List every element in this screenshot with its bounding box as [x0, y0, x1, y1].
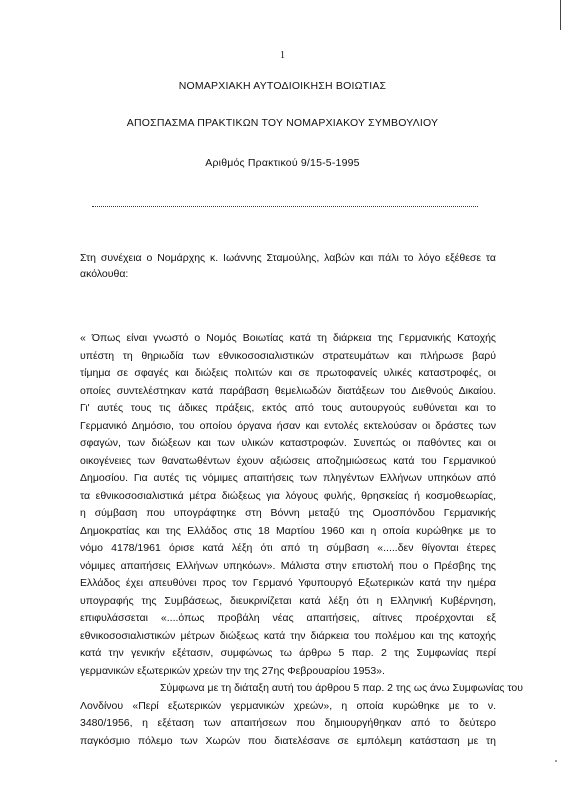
- text-line: Σύμφωνα με τη διάταξη αυτή του άρθρου 5 παρ. 2 της ως άνω Συμφωνίας του: [160, 682, 523, 694]
- text-line: Γι' αυτές τους τις άδικες πράξεις, εκτός από τους αυτουργούς ευθύνεται και το: [80, 402, 496, 414]
- statement-paragraph: [80, 330, 523, 750]
- text-line: Δημοσίου. Για αυτές τις νόμιμες απαιτήσεις των πληγέντων Ελλήνων υπηκόων από: [80, 472, 496, 484]
- text-line: Γερμανικό Δημόσιο, του οποίου όργανα ήσαν και εντολές εκτελούσαν οι δράστες των: [80, 419, 496, 432]
- scan-speck: [555, 760, 557, 762]
- text-line: νόμο 4178/1961 όρισε κατά λέξη ότι από τη σύμβαση «.....δεν θίγονται έτερες: [80, 542, 496, 554]
- text-line: τίμημα σε σφαγές και διώξεις πολιτών και σε πρωτοφανείς υλικές καταστροφές, οι: [80, 367, 496, 379]
- text-line: Λονδίνου «Περί εξωτερικών γερμανικών χρεών», η οποία κυρώθηκε με το ν.: [80, 699, 496, 712]
- text-line: ακόλουθα:: [80, 268, 129, 280]
- text-line: οικογένειες των θανατωθέντων έχουν αξιώσεις αποζημιώσεως κατά του Γερμανικού: [80, 454, 496, 467]
- text-line: η σύμβαση που υπογράφτηκε στη Βόννη μεταξύ της Ομοσπόνδου Γερμανικής: [80, 507, 496, 519]
- text-line: υπέστη τη θηριωδία των εθνικοσοσιαλιστικών στρατευμάτων και πλήρωσε βαρύ: [80, 349, 496, 362]
- scan-edge-mark: [560, 0, 561, 30]
- authority-heading: ΝΟΜΑΡΧΙΑΚΗ ΑΥΤΟΔΙΟΙΚΗΣΗ ΒΟΙΩΤΙΑΣ: [178, 80, 387, 92]
- text-line: Ελλάδος έχει απευθύνει προς τον Γερμανό Υφυπουργό Εξωτερικών κατά την ημέρα: [80, 577, 496, 589]
- text-line: γερμανικών εξωτερικών χρεών την της 27ης Φεβρουαρίου 1953».: [80, 664, 385, 677]
- minutes-number: Αριθμός Πρακτικού 9/15-5-1995: [205, 157, 360, 169]
- text-line: οποίες συντελέστηκαν κατά παράβαση θεμελιωδών διατάξεων του Διεθνούς Δικαίου.: [80, 384, 496, 397]
- text-line: παγκόσμιο πόλεμο των Χωρών που διατελέσανε σε εμπόλεμη κατάσταση με τη: [80, 734, 496, 747]
- text-line: « Όπως είναι γνωστό ο Νομός Βοιωτίας κατά τη διάρκεια της Γερμανικής Κατοχής: [80, 332, 496, 344]
- text-line: εθνικοσοσιαλιστικών μέτρων διώξεως κατά την διάρκεια του πολέμου και της κατοχής: [80, 629, 496, 642]
- text-line: επιφυλάσσεται «....όπως προβάλη νέας απαιτήσεις, αίτινες προέρχονται εξ: [80, 612, 496, 624]
- text-line: 3480/1956, η εξέταση των απαιτήσεων που δημιουργήθηκαν από το δεύτερο: [80, 717, 496, 729]
- text-line: νόμιμες απαιτήσεις Ελλήνων υπηκόων». Μάλιστα στην επιστολή που ο Πρέσβης της: [80, 559, 496, 572]
- text-line: κατά την γενικήν εξέτασιν, συμφώνως τω άρθρω 5 παρ. 2 της Συμφωνίας περί: [80, 647, 496, 659]
- extract-heading: ΑΠΟΣΠΑΣΜΑ ΠΡΑΚΤΙΚΩΝ ΤΟΥ ΝΟΜΑΡΧΙΑΚΟΥ ΣΥΜΒΟΥΛΙΟΥ: [126, 117, 439, 129]
- text-line: υπογραφής της Συμβάσεως, διευκρινίζεται κατά λέξη ότι η Ελληνική Κυβέρνηση,: [80, 594, 496, 607]
- text-line: σφαγών, των διώξεων και των υλικών καταστροφών. Συνεπώς οι παθόντες και οι: [80, 437, 496, 449]
- text-line: τα εθνικοσοσιαλιστικά μέτρα διώξεως για λόγους φυλής, θρησκείας ή κοσμοθεωρίας,: [80, 489, 496, 502]
- text-line: Στη συνέχεια ο Νομάρχης κ. Ιωάννης Σταμούλης, λαβών και πάλι το λόγο εξέθεσε τα: [80, 252, 496, 264]
- intro-paragraph: [80, 250, 496, 282]
- text-line: Δημοκρατίας και της Ελλάδος στις 18 Μαρτίου 1960 και η οποία κυρώθηκε με το: [80, 524, 496, 537]
- dotted-separator: [92, 206, 478, 207]
- page-number: 1: [280, 50, 285, 61]
